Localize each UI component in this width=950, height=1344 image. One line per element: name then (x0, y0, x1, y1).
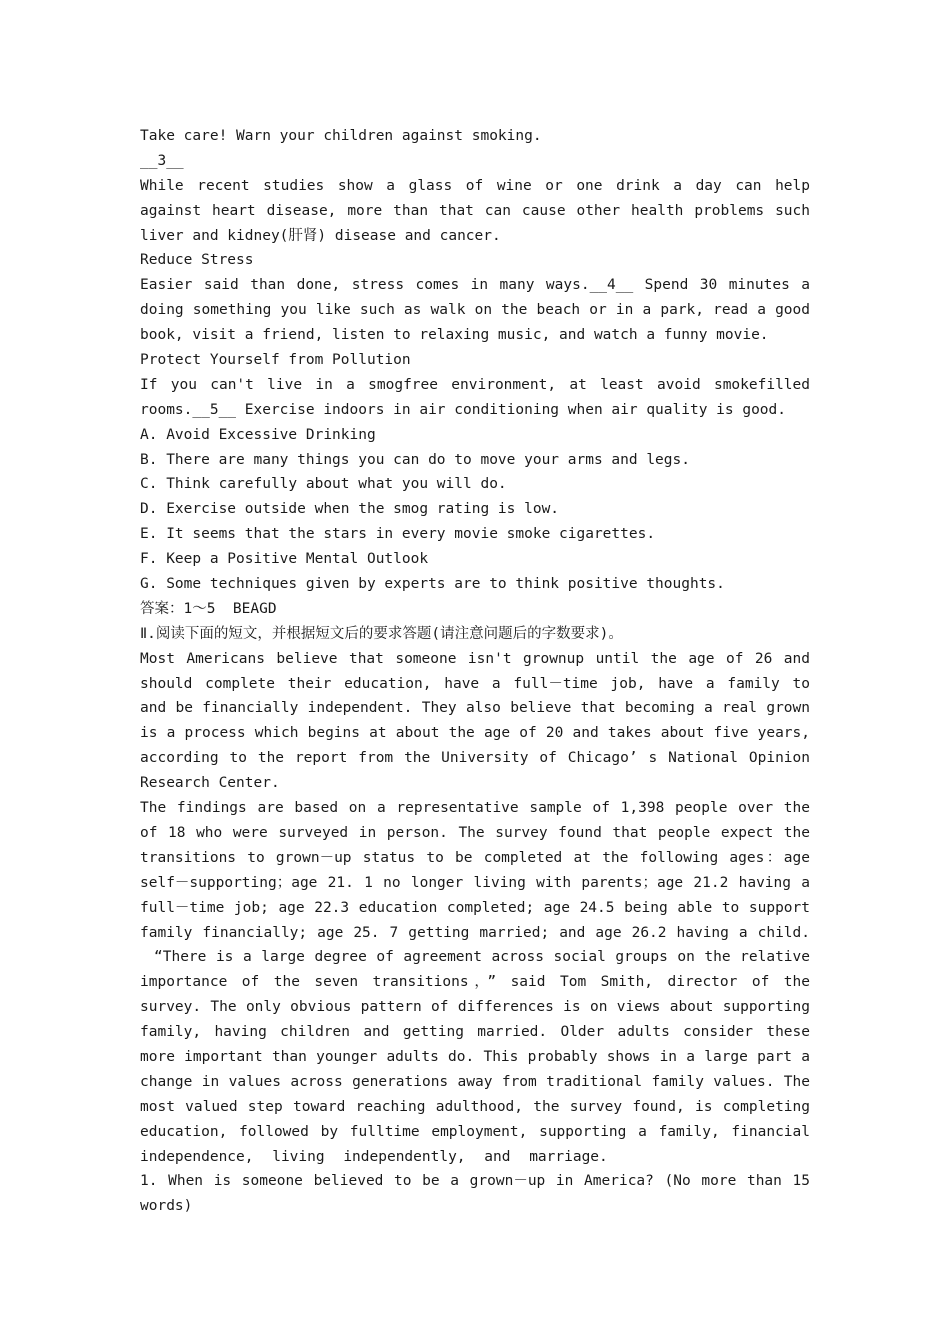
text-line: F. Keep a Positive Mental Outlook (140, 551, 429, 568)
text-line: family, having children and getting married. Older adults consider these (140, 1024, 810, 1041)
text-line: independence, living independently, and marriage. (140, 1148, 608, 1165)
text-line: liver and kidney(肝肾) disease and cancer. (140, 227, 501, 244)
text-line: self－supporting；age 21. 1 no longer living with parents；age 21.2 having a (140, 874, 810, 891)
text-line: book, visit a friend, listen to relaxing music, and watch a funny movie. (140, 327, 769, 344)
text-line: doing something you like such as walk on the beach or in a park, read a good (140, 302, 810, 319)
text-line: should complete their education, have a full－time job, have a family to (140, 675, 810, 692)
text-line: Ⅱ.阅读下面的短文，并根据短文后的要求答题(请注意问题后的字数要求)。 (140, 625, 623, 642)
text-line: education, followed by fulltime employment, supporting a family, financial (140, 1123, 810, 1140)
text-line: Research Center. (140, 775, 280, 792)
text-line: of 18 who were surveyed in person. The survey found that people expect the (140, 824, 810, 841)
text-line: survey. The only obvious pattern of differences is on views about supporting (140, 999, 810, 1016)
text-line: against heart disease, more than that can cause other health problems such (140, 202, 810, 219)
text-line: A. Avoid Excessive Drinking (140, 426, 376, 443)
text-line: words) (140, 1198, 193, 1215)
text-line: __3__ (140, 152, 184, 169)
text-line: family financially; age 25. 7 getting married; and age 26.2 having a child. (140, 924, 810, 941)
document-page (140, 124, 810, 1219)
text-line: If you can't live in a smogfree environment, at least avoid smokefilled (140, 376, 810, 393)
text-line: full－time job; age 22.3 education completed; age 24.5 being able to support (140, 899, 810, 916)
text-line: 1. When is someone believed to be a grown－up in America? (No more than 15 (140, 1173, 810, 1190)
text-line: Take care! Warn your children against smoking. (140, 128, 542, 144)
text-line: Reduce Stress (140, 252, 254, 269)
text-line: and be financially independent. They also believe that becoming a real grown (140, 700, 810, 717)
text-line: Easier said than done, stress comes in many ways.__4__ Spend 30 minutes a (140, 277, 810, 294)
text-line: C. Think carefully about what you will do. (140, 476, 507, 493)
text-line: D. Exercise outside when the smog rating is low. (140, 501, 560, 518)
text-line: G. Some techniques given by experts are to think positive thoughts. (140, 576, 725, 593)
text-line: While recent studies show a glass of wine or one drink a day can help (140, 177, 810, 194)
text-line: change in values across generations away from traditional family values. The (140, 1073, 810, 1090)
text-line: Protect Yourself from Pollution (140, 352, 411, 369)
text-line: E. It seems that the stars in every movie smoke cigarettes. (140, 526, 656, 543)
text-line: The findings are based on a representative sample of 1,398 people over the (140, 800, 810, 817)
text-line: is a process which begins at about the age of 20 and takes about five years, (140, 725, 810, 742)
text-line: B. There are many things you can do to move your arms and legs. (140, 451, 690, 468)
text-line: according to the report from the University of Chicago’ s National Opinion (140, 750, 810, 767)
text-line: transitions to grown－up status to be completed at the following ages：age (140, 849, 810, 866)
text-line: 答案：1～5 BEAGD (140, 600, 277, 617)
text-line: “There is a large degree of agreement across social groups on the relative (154, 949, 810, 966)
text-line: importance of the seven transitions，” said Tom Smith, director of the (140, 974, 810, 991)
text-line: Most Americans believe that someone isn't grownup until the age of 26 and (140, 650, 810, 667)
text-line: rooms.__5__ Exercise indoors in air conditioning when air quality is good. (140, 401, 787, 418)
text-line: most valued step toward reaching adulthood, the survey found, is completing (140, 1098, 810, 1115)
text-line: more important than younger adults do. This probably shows in a large part a (140, 1048, 810, 1065)
